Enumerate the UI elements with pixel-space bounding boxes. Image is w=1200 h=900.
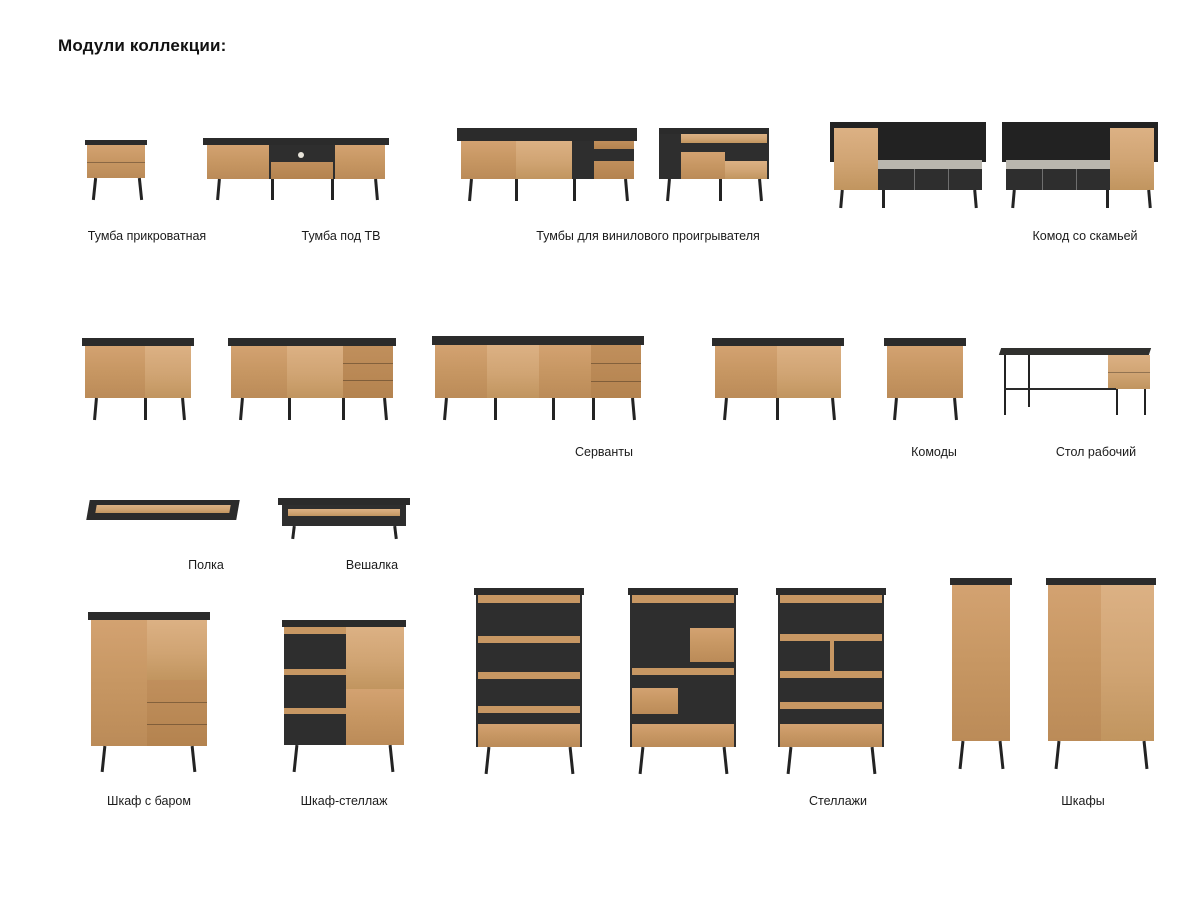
tv-stand-leg [374, 179, 379, 200]
sideboard-small-door-right [145, 346, 191, 398]
vinyl-b-leg [758, 179, 763, 201]
caption-bedside-table: Тумба прикроватная [87, 229, 207, 243]
caption-shelf: Полка [188, 558, 224, 572]
sideboard-small-illustration [82, 338, 194, 420]
caption-vinyl-player-cabinets: Тумбы для винилового проигрывателя [536, 229, 760, 243]
rack-2-leg [639, 747, 645, 774]
module-cabinet-rack [282, 620, 406, 772]
rack-2-block-left [632, 688, 678, 714]
rack-2-block-right [690, 628, 734, 662]
module-bench-dresser-b [1002, 122, 1158, 202]
sideboard-medium-illustration [228, 338, 396, 420]
shelf-inner-surface [95, 505, 230, 513]
rack-3-base-drawer [780, 724, 882, 747]
module-rack-1 [474, 588, 584, 774]
dresser-wide-door-right [777, 346, 841, 398]
tv-stand-knob [298, 152, 304, 158]
module-bar-cabinet [88, 612, 210, 772]
rack-3-illustration [776, 588, 886, 774]
work-desk-leg [1144, 389, 1146, 415]
work-desk-crossbar [1004, 388, 1116, 390]
vinyl-cabinet-a-illustration [457, 128, 637, 201]
cabinet-rack-door-upper [346, 627, 404, 689]
rack-3-shelf [780, 702, 882, 709]
tv-stand-illustration [203, 138, 389, 200]
bar-cabinet-door-right-top [147, 620, 207, 680]
module-sideboard-medium [228, 338, 396, 420]
hanger-top [278, 498, 410, 505]
dresser-wide-leg [776, 398, 779, 420]
sideboard-large-drawer-line [591, 363, 641, 364]
caption-wardrobes: Шкафы [1061, 794, 1105, 808]
tv-stand-right-door [335, 145, 385, 179]
bench-a-divider [948, 169, 949, 190]
bar-cabinet-leg [191, 746, 197, 772]
sideboard-large-illustration [432, 336, 644, 420]
dresser-narrow-top [884, 338, 966, 346]
wardrobe-wide-illustration [1046, 578, 1156, 774]
bench-dresser-b-illustration [1002, 122, 1158, 202]
dresser-narrow-leg [893, 398, 898, 420]
sideboard-small-door-left [85, 346, 145, 398]
rack-2-illustration [628, 588, 738, 774]
module-hanger [278, 498, 410, 540]
rack-2-base-drawer [632, 724, 734, 747]
cabinet-rack-illustration [282, 620, 406, 772]
rack-1-shelf [478, 706, 580, 713]
tv-stand-center-drawer [271, 162, 333, 179]
rack-3-shelf [780, 595, 882, 603]
dresser-wide-door-left [715, 346, 777, 398]
bench-b-divider [1076, 169, 1077, 190]
vinyl-a-leg [624, 179, 629, 201]
bench-a-divider [914, 169, 915, 190]
vinyl-a-leg [573, 179, 576, 201]
vinyl-b-right-drawer [725, 161, 767, 179]
dresser-narrow-leg [953, 398, 958, 420]
vinyl-b-mid-block [681, 152, 725, 179]
sideboard-large-door-1 [435, 345, 487, 398]
bench-b-leg [1106, 190, 1109, 208]
cabinet-rack-top [282, 620, 406, 627]
module-bench-dresser-a [830, 122, 986, 202]
vinyl-a-leg [468, 179, 473, 201]
dresser-wide-leg [831, 398, 836, 420]
sideboard-medium-leg [383, 398, 388, 420]
rack-1-base-drawer [478, 724, 580, 747]
bench-a-leg [882, 190, 885, 208]
sideboard-medium-drawers [343, 346, 393, 398]
bench-a-open-base [878, 169, 982, 190]
sideboard-medium-leg [288, 398, 291, 420]
tv-stand-leg [216, 179, 221, 200]
cabinet-rack-door-lower [346, 689, 404, 745]
sideboard-small-leg [93, 398, 98, 420]
sideboard-small-leg [181, 398, 186, 420]
tv-stand-leg [331, 179, 334, 200]
tv-stand-top [203, 138, 389, 145]
hanger-leg [393, 526, 398, 539]
bedside-table-illustration [85, 140, 153, 200]
caption-bench-dresser: Комод со скамьей [1032, 229, 1138, 243]
module-work-desk [1000, 340, 1162, 422]
bedside-table-drawer-line [87, 162, 145, 163]
module-rack-3 [776, 588, 886, 774]
bar-cabinet-leg [101, 746, 107, 772]
sideboard-large-leg [443, 398, 448, 420]
module-vinyl-cabinet-a [457, 128, 637, 201]
wardrobe-narrow-leg [999, 741, 1005, 769]
dresser-wide-illustration [712, 338, 844, 420]
rack-1-leg [485, 747, 491, 774]
cabinet-rack-shelf [284, 669, 346, 675]
bar-cabinet-drawer-line [147, 702, 207, 703]
module-dresser-narrow [884, 338, 966, 420]
wardrobe-wide-leg [1055, 741, 1061, 769]
rack-1-illustration [474, 588, 584, 774]
module-wardrobe-wide [1046, 578, 1156, 774]
rack-1-leg [569, 747, 575, 774]
bench-a-leg [839, 190, 844, 208]
vinyl-a-leg [515, 179, 518, 201]
caption-dressers: Комоды [911, 445, 957, 459]
bench-a-seat [878, 160, 982, 169]
bench-b-divider [1042, 169, 1043, 190]
work-desk-top [999, 348, 1151, 355]
page-title: Модули коллекции: [58, 36, 227, 55]
sideboard-large-leg [592, 398, 595, 420]
cabinet-rack-shelf [284, 627, 346, 634]
module-vinyl-cabinet-b [659, 128, 769, 201]
vinyl-b-upper-shelf [681, 134, 767, 143]
caption-bar-cabinet: Шкаф с баром [107, 794, 191, 808]
rack-3-divider [830, 641, 834, 671]
work-desk-leg [1116, 389, 1118, 415]
work-desk-leg [1028, 355, 1030, 407]
module-sideboard-large [432, 336, 644, 420]
bedside-table-leg [138, 178, 143, 200]
vinyl-b-leg [666, 179, 671, 201]
vinyl-a-inner-shelf [594, 141, 634, 149]
bench-dresser-a-illustration [830, 122, 986, 202]
sideboard-medium-leg [342, 398, 345, 420]
sideboard-large-drawer-line [591, 381, 641, 382]
tv-stand-leg [271, 179, 274, 200]
vinyl-a-left-door [461, 141, 516, 179]
sideboard-small-leg [144, 398, 147, 420]
bedside-table-leg [92, 178, 97, 200]
sideboard-medium-leg [239, 398, 244, 420]
bench-b-seat [1006, 160, 1110, 169]
rack-3-top [776, 588, 886, 595]
caption-sideboards: Серванты [575, 445, 633, 459]
dresser-narrow-illustration [884, 338, 966, 420]
dresser-wide-leg [723, 398, 728, 420]
sideboard-large-drawers [591, 345, 641, 398]
sideboard-large-door-3 [539, 345, 591, 398]
rack-2-leg [723, 747, 729, 774]
bench-b-tall-cabinet [1110, 128, 1154, 190]
work-desk-illustration [1000, 340, 1162, 422]
caption-racks: Стеллажи [808, 794, 868, 808]
vinyl-a-mid-door [516, 141, 572, 179]
work-desk-drawer-line [1108, 372, 1150, 373]
sideboard-medium-door-2 [287, 346, 343, 398]
vinyl-b-leg [719, 179, 722, 201]
wardrobe-narrow-illustration [950, 578, 1012, 774]
bench-b-leg [1011, 190, 1016, 208]
bar-cabinet-door-left [91, 620, 147, 746]
vinyl-cabinet-b-illustration [659, 128, 769, 201]
sideboard-large-leg [552, 398, 555, 420]
caption-tv-stand: Тумба под ТВ [301, 229, 381, 243]
work-desk-leg [1004, 355, 1006, 415]
bench-b-open-base [1006, 169, 1110, 190]
module-dresser-wide [712, 338, 844, 420]
hanger-rail [288, 509, 400, 516]
module-rack-2 [628, 588, 738, 774]
bar-cabinet-drawer-line [147, 724, 207, 725]
bench-a-leg [973, 190, 978, 208]
wardrobe-wide-leg [1143, 741, 1149, 769]
wardrobe-narrow-top [950, 578, 1012, 585]
caption-cabinet-rack: Шкаф-стеллаж [300, 794, 388, 808]
dresser-wide-top [712, 338, 844, 346]
bar-cabinet-illustration [88, 612, 210, 772]
wardrobe-narrow-leg [959, 741, 965, 769]
bench-a-tall-cabinet [834, 128, 878, 190]
module-bedside-table [85, 140, 153, 200]
sideboard-medium-drawer-line [343, 380, 393, 381]
wardrobe-wide-door-left [1048, 585, 1101, 741]
cabinet-rack-leg [293, 745, 299, 772]
rack-1-shelf [478, 636, 580, 643]
sideboard-large-leg [494, 398, 497, 420]
rack-1-shelf [478, 595, 580, 603]
rack-1-top [474, 588, 584, 595]
cabinet-rack-leg [389, 745, 395, 772]
hanger-leg [291, 526, 296, 539]
rack-2-top [628, 588, 738, 595]
module-tv-stand [203, 138, 389, 200]
cabinet-rack-shelf [284, 708, 346, 714]
module-shelf [88, 500, 238, 528]
wardrobe-wide-top [1046, 578, 1156, 585]
sideboard-medium-top [228, 338, 396, 346]
sideboard-small-top [82, 338, 194, 346]
bar-cabinet-top [88, 612, 210, 620]
wardrobe-narrow-door [952, 585, 1010, 741]
vinyl-a-inner-block [594, 161, 634, 179]
module-sideboard-small [82, 338, 194, 420]
sideboard-large-door-2 [487, 345, 539, 398]
rack-3-leg [871, 747, 877, 774]
rack-1-shelf [478, 672, 580, 679]
hanger-illustration [278, 498, 410, 540]
module-wardrobe-narrow [950, 578, 1012, 774]
sideboard-medium-drawer-line [343, 363, 393, 364]
wardrobe-wide-door-right [1101, 585, 1154, 741]
rack-3-shelf [780, 634, 882, 641]
vinyl-a-top [457, 128, 637, 141]
sideboard-large-top [432, 336, 644, 345]
caption-work-desk: Стол рабочий [1055, 445, 1137, 459]
shelf-illustration [88, 500, 238, 528]
rack-3-shelf [780, 671, 882, 678]
bench-b-leg [1147, 190, 1152, 208]
sideboard-large-leg [631, 398, 636, 420]
dresser-narrow-door [887, 346, 963, 398]
tv-stand-left-door [207, 145, 269, 179]
rack-2-shelf [632, 595, 734, 603]
caption-hanger: Вешалка [345, 558, 399, 572]
rack-2-shelf [632, 668, 734, 675]
sideboard-medium-door-1 [231, 346, 287, 398]
cabinet-rack-open-left [284, 627, 346, 745]
rack-3-leg [787, 747, 793, 774]
bar-cabinet-drawers [147, 680, 207, 746]
